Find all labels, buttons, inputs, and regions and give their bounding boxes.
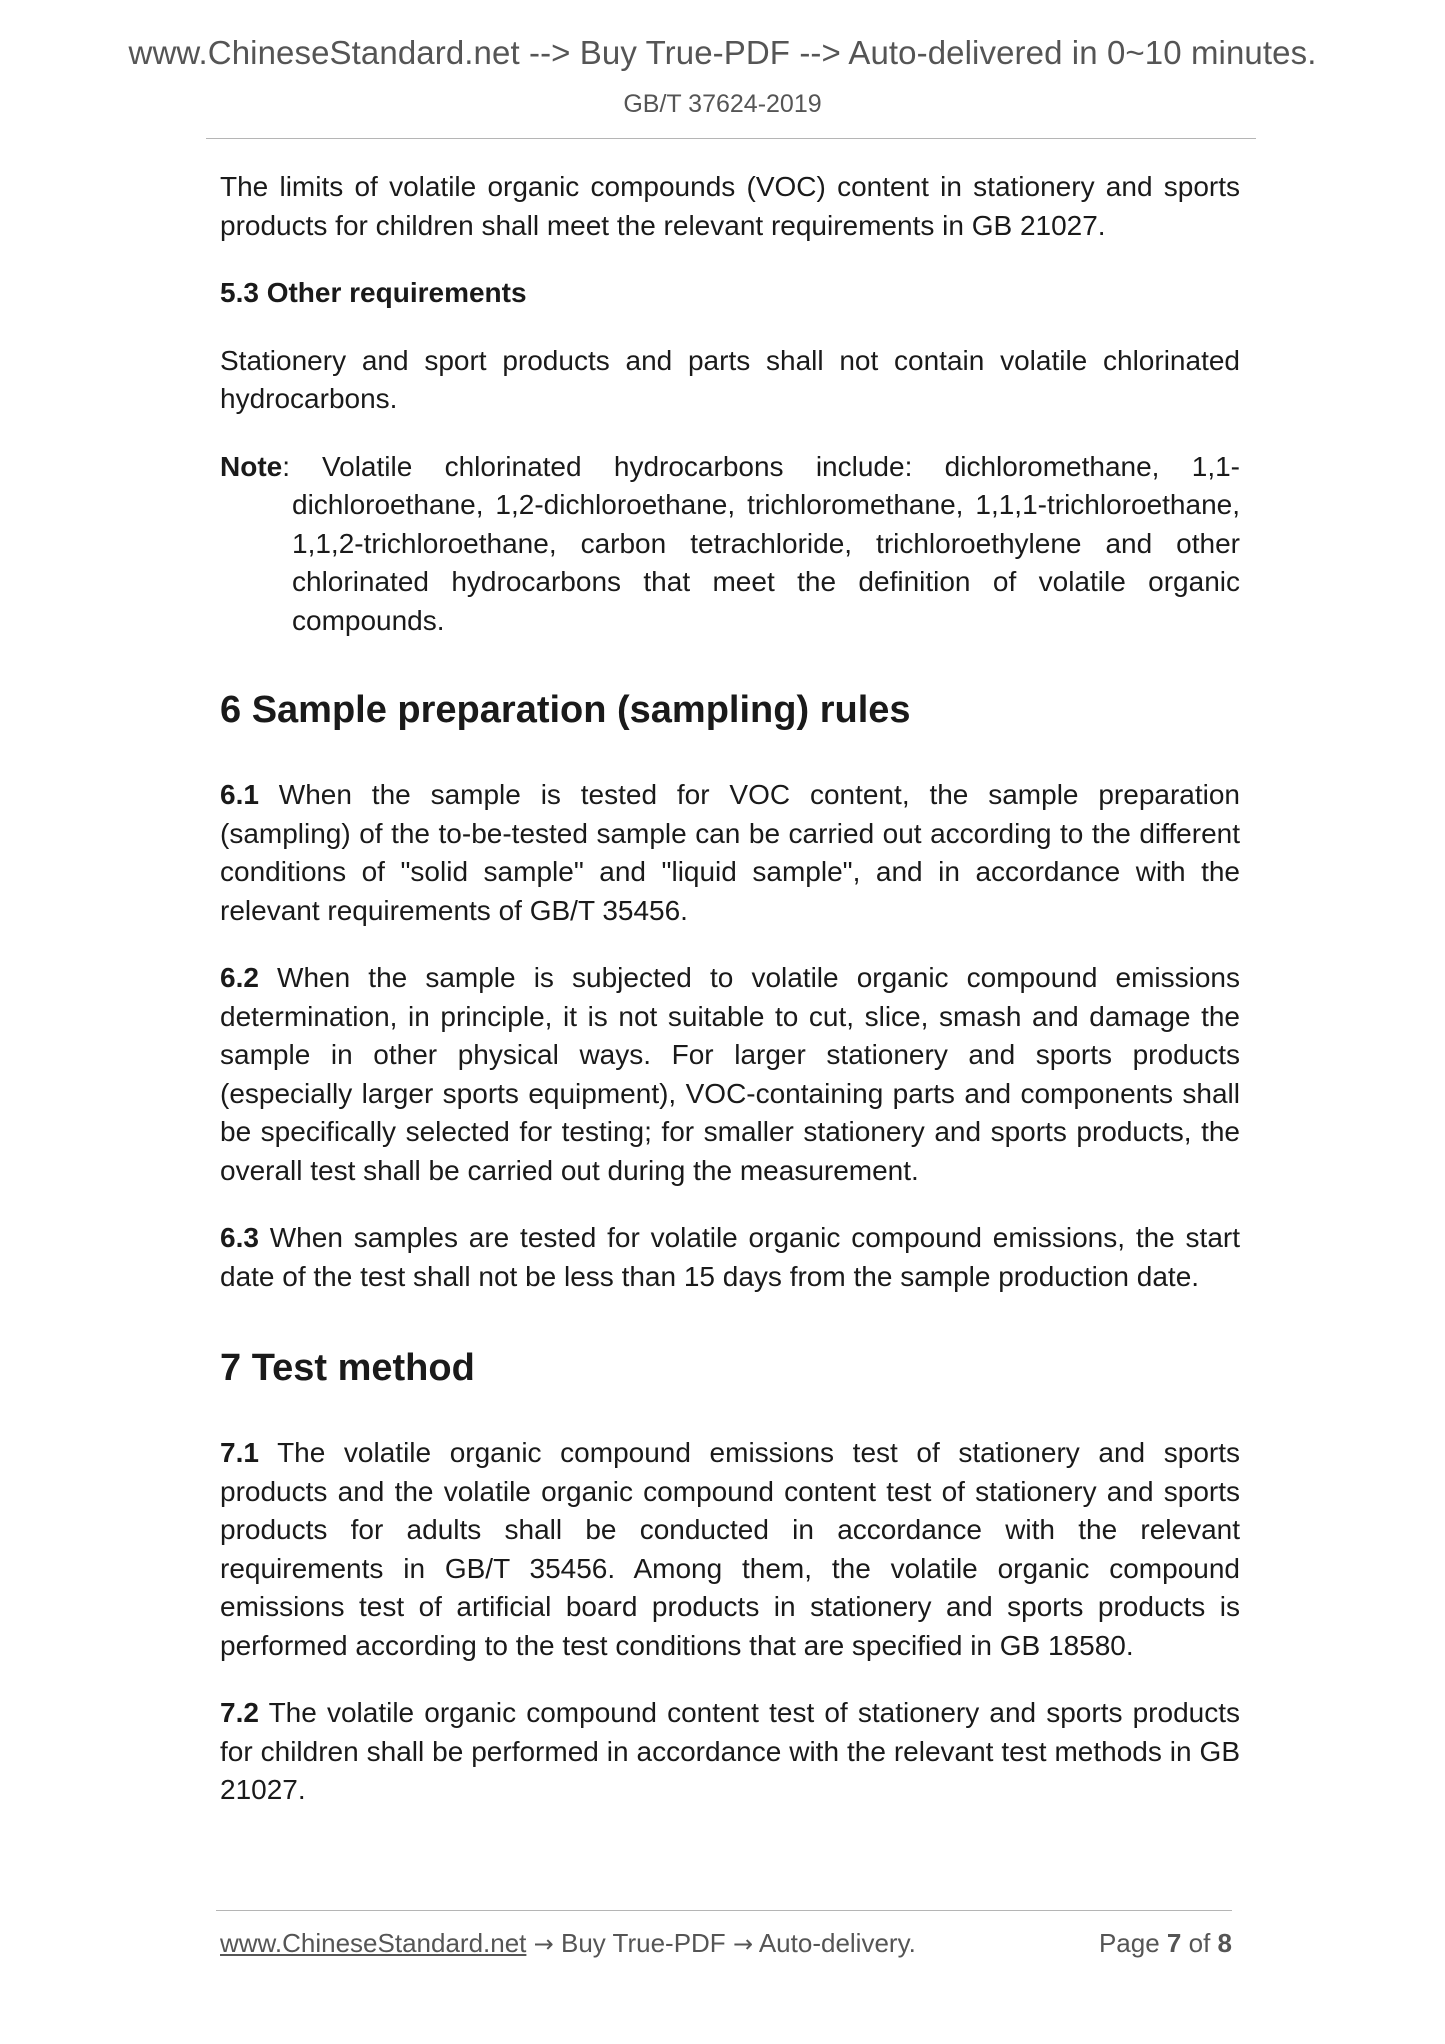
clause-number: 7.1 [220, 1437, 259, 1468]
document-code: GB/T 37624-2019 [623, 90, 822, 118]
clause-7-1 [220, 1434, 1240, 1665]
arrow-right-icon: → [732, 1930, 754, 1958]
section-5-3-heading: 5.3 Other requirements [220, 277, 527, 308]
clause-6-3 [220, 1219, 1240, 1296]
header-banner: www.ChineseStandard.net --> Buy True-PDF --> Auto-delivered in 0~10 minutes. [128, 34, 1317, 71]
section-7-heading: 7 Test method [220, 1347, 475, 1389]
note-block [220, 448, 1240, 641]
clause-text: The volatile organic compound emissions test of stationery and sports products and the volatile organic compound content test of stationery and sports products for adults shall be conducted in accordance with the relevant requirements in GB/T 35456. Among them, the volatile organic compound emissions test of artificial board products in stationery and sports products is performed according to the test conditions that are specified in GB 18580. [220, 1437, 1240, 1661]
header-divider [206, 138, 1256, 139]
clause-6-1 [220, 776, 1240, 930]
clause-text: When samples are tested for volatile organic compound emissions, the start date of the test shall not be less than 15 days from the sample production date. [220, 1222, 1241, 1292]
note-body: Volatile chlorinated hydrocarbons include: dichloromethane, 1,1-dichloroethane, 1,2-dichloroethane, trichloromethane, 1,1,1-trichloroethane, 1,1,2-trichloroethane, carbon tetrachloride, trichloroethylene and other chlorinated hydrocarbons that meet the definition of volatile organic compounds. [292, 450, 1240, 636]
document-body [220, 168, 1240, 1839]
footer-left [220, 1928, 916, 1959]
section-5-3-paragraph: Stationery and sport products and parts shall not contain volatile chlorinated hydrocarbons. [220, 344, 1240, 414]
note-text [262, 448, 1240, 641]
footer-buy-text: Buy True-PDF [560, 1928, 726, 1958]
clause-6-2 [220, 959, 1240, 1190]
clause-7-2 [220, 1694, 1240, 1810]
page-total: 8 [1217, 1928, 1232, 1958]
clause-text: The volatile organic compound content test of stationery and sports products for children shall be performed in accordance with the relevant test methods in GB 21027. [220, 1697, 1241, 1805]
footer-delivery-text: Auto-delivery. [758, 1928, 916, 1958]
section-6-heading: 6 Sample preparation (sampling) rules [220, 689, 911, 731]
page-indicator [1099, 1928, 1232, 1959]
intro-paragraph: The limits of volatile organic compounds (VOC) content in stationery and sports products for children shall meet the relevant requirements in GB 21027. [220, 171, 1240, 241]
clause-number: 6.2 [220, 962, 259, 993]
note-label: Note [220, 450, 283, 482]
clause-number: 6.1 [220, 779, 259, 810]
clause-text: When the sample is tested for VOC content, the sample preparation (sampling) of the to-be-tested sample can be carried out according to the different conditions of "solid sample" and "liquid sample", and in accordance with the relevant requirements of GB/T 35456. [220, 779, 1241, 926]
footer-site-link[interactable]: www.ChineseStandard.net [220, 1928, 527, 1958]
clause-number: 6.3 [220, 1222, 259, 1253]
clause-text: When the sample is subjected to volatile organic compound emissions determination, in principle, it is not suitable to cut, slice, smash and damage the sample in other physical ways. For larger stationery and sports products (especially larger sports equipment), VOC-containing parts and components shall be specifically selected for testing; for smaller stationery and sports products, the overall test shall be carried out during the measurement. [220, 962, 1240, 1186]
page-current: 7 [1166, 1928, 1182, 1958]
page-word: Page [1098, 1928, 1160, 1958]
clause-number: 7.2 [220, 1697, 259, 1728]
arrow-right-icon: → [533, 1930, 554, 1958]
page-of: of [1188, 1928, 1211, 1958]
page-footer [220, 1928, 1232, 1959]
note-colon: : [282, 450, 291, 482]
footer-divider [216, 1910, 1232, 1911]
